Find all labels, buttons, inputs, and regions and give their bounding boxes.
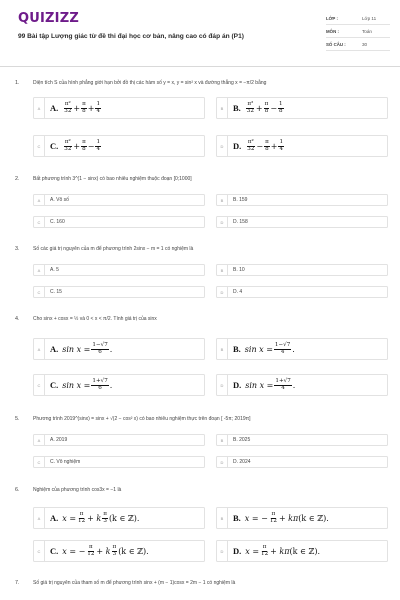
option-letter: C — [34, 217, 45, 227]
equation-lhs: x = − — [62, 546, 86, 556]
question-text: Bất phương trình 3^(1 − sinx) có bao nhiêu nghiệm thuộc đoạn [0;1000] — [33, 176, 192, 182]
numerator: π — [82, 100, 86, 107]
equation-term: + kπ — [270, 546, 290, 556]
question-text: Số giá trị nguyên của tham số m để phương trình sinx + (m − 1)cosx = 2m − 1 có nghiệm là — [33, 580, 236, 586]
fraction — [278, 102, 284, 115]
option-c[interactable] — [33, 540, 205, 562]
option-letter: D — [217, 375, 228, 395]
equation-lhs: x = − — [244, 513, 268, 523]
fraction — [63, 102, 72, 115]
document-title: 99 Bài tập Lượng giác từ đề thi đại học cơ bản, nâng cao có đáp án (P1) — [18, 33, 244, 40]
denominator: 32 — [64, 145, 72, 152]
denominator: 32 — [246, 107, 254, 114]
denominator: 8 — [264, 107, 269, 114]
fraction — [77, 512, 86, 525]
equation-lhs: sin x = — [244, 344, 273, 354]
meta-label: LỚP : — [326, 15, 338, 21]
denominator: 6 — [98, 348, 102, 355]
option-letter: C — [34, 375, 45, 395]
option-label: D. 4 — [233, 289, 243, 295]
operator: + — [270, 141, 278, 151]
numerator: 1 — [96, 100, 101, 107]
option-d[interactable] — [216, 286, 388, 298]
denominator: 12 — [87, 550, 95, 557]
document-meta — [326, 12, 390, 51]
question-number: 7. — [15, 580, 20, 586]
denominator: 8 — [265, 145, 269, 152]
fraction — [95, 140, 101, 153]
numerator: 1 — [279, 138, 284, 145]
equation-lhs: sin x = — [62, 380, 91, 390]
option-label: D. — [233, 546, 242, 556]
fraction — [274, 343, 291, 356]
equation-domain: (k ∈ ℤ). — [118, 546, 149, 556]
numerator: π — [79, 510, 84, 517]
denominator: 32 — [247, 145, 255, 152]
option-label: D. 2024 — [233, 459, 251, 465]
option-d[interactable] — [216, 135, 388, 157]
option-d[interactable] — [216, 216, 388, 228]
question-number: 6. — [15, 487, 20, 493]
meta-value: Lớp 11 — [362, 15, 377, 21]
numerator: 1+√7 — [275, 377, 291, 384]
equation-lhs: x = — [245, 546, 260, 556]
option-math — [233, 541, 320, 561]
denominator: 4 — [280, 348, 285, 355]
option-label: B. 10 — [233, 267, 245, 273]
operator: + — [73, 141, 81, 151]
equation-term: + k — [96, 546, 111, 556]
numerator: 1+√7 — [92, 377, 108, 384]
option-a[interactable] — [33, 507, 205, 529]
equation-term: + k — [87, 513, 102, 523]
option-math — [50, 339, 112, 359]
option-label: D. — [233, 141, 242, 151]
operator: + — [73, 103, 81, 113]
numerator: 1 — [96, 138, 101, 145]
equation-lhs: sin x = — [245, 380, 274, 390]
option-a[interactable] — [33, 338, 205, 360]
question-text: Diện tích S của hình phẳng giới hạn bởi đồ thị các hàm số y = x, y = sin² x và đường thẳng x = −π/2 bằng — [33, 80, 267, 86]
denominator: 12 — [78, 517, 86, 524]
option-letter: B — [217, 98, 228, 118]
period: . — [109, 344, 113, 354]
header-divider — [0, 66, 400, 67]
option-b[interactable] — [216, 264, 388, 276]
option-label: C. — [50, 546, 59, 556]
option-letter: B — [217, 339, 228, 359]
option-b[interactable] — [216, 507, 388, 529]
question-number: 5. — [15, 416, 20, 422]
denominator: 4 — [279, 145, 284, 152]
question-number: 3. — [15, 246, 20, 252]
fraction — [264, 140, 270, 153]
option-a[interactable] — [33, 194, 205, 206]
fraction — [112, 545, 118, 558]
meta-value: Toán — [362, 28, 372, 34]
numerator: π — [82, 138, 86, 145]
fraction — [278, 140, 284, 153]
option-label: C. — [50, 380, 59, 390]
meta-row-subject — [326, 25, 390, 38]
denominator: 3 — [103, 517, 107, 524]
option-label: A. 2019 — [50, 437, 68, 443]
question-text: Nghiệm của phương trình cos3x = −1 là — [33, 487, 122, 493]
option-b[interactable] — [216, 97, 388, 119]
option-math — [50, 541, 149, 561]
option-c[interactable] — [33, 456, 205, 468]
option-math — [50, 508, 139, 528]
operator: + — [255, 103, 263, 113]
option-label: C. Vô nghiệm — [50, 459, 81, 465]
equation-lhs: sin x = — [62, 344, 91, 354]
option-math — [50, 375, 112, 395]
option-label: A. — [50, 103, 59, 113]
option-letter: D — [217, 136, 228, 156]
option-math — [233, 375, 295, 395]
option-label: B. — [233, 513, 241, 523]
option-label: A. 5 — [50, 267, 59, 273]
numerator: π — [262, 543, 267, 550]
option-letter: B — [217, 435, 228, 445]
option-label: A. Vô số — [50, 197, 69, 203]
denominator: 4 — [281, 384, 285, 391]
option-c[interactable] — [33, 286, 205, 298]
denominator: 4 — [96, 107, 101, 114]
option-letter: A — [34, 508, 45, 528]
option-letter: A — [34, 98, 45, 118]
numerator: π² — [247, 138, 254, 145]
option-math — [50, 136, 102, 156]
numerator: π — [103, 510, 107, 517]
option-c[interactable] — [33, 374, 205, 396]
meta-value: 30 — [362, 41, 368, 47]
option-label: B. 2025 — [233, 437, 251, 443]
denominator: 32 — [64, 107, 72, 114]
option-b[interactable] — [216, 434, 388, 446]
denominator: 8 — [82, 145, 86, 152]
option-label: C. — [50, 141, 59, 151]
period: . — [292, 344, 295, 354]
fraction — [81, 102, 87, 115]
option-c[interactable] — [33, 135, 205, 157]
denominator: 4 — [96, 145, 101, 152]
option-letter: B — [217, 508, 228, 528]
denominator: 3 — [112, 550, 117, 557]
option-math — [233, 98, 285, 118]
option-label: C. 15 — [50, 289, 62, 295]
operator: − — [256, 141, 264, 151]
denominator: 8 — [82, 107, 86, 114]
equation-domain: (k ∈ ℤ). — [108, 513, 140, 523]
numerator: π² — [64, 138, 71, 145]
period: . — [292, 380, 296, 390]
option-letter: C — [34, 136, 45, 156]
option-d[interactable] — [216, 540, 388, 562]
equation-lhs: x = — [62, 513, 77, 523]
fraction — [91, 379, 108, 392]
option-b[interactable] — [216, 194, 388, 206]
option-letter: D — [217, 217, 228, 227]
fraction — [260, 545, 269, 558]
fraction — [246, 140, 255, 153]
option-b[interactable] — [216, 338, 388, 360]
denominator: 8 — [279, 107, 283, 114]
option-letter: C — [34, 457, 45, 467]
numerator: 1−√7 — [92, 341, 108, 348]
numerator: π² — [64, 100, 71, 107]
equation-domain: (k ∈ ℤ). — [289, 546, 320, 556]
option-label: C. 160 — [50, 219, 65, 225]
option-letter: C — [34, 541, 45, 561]
meta-row-class — [326, 12, 390, 25]
denominator: 6 — [98, 384, 102, 391]
numerator: π — [264, 100, 269, 107]
numerator: π — [89, 543, 93, 550]
option-a[interactable] — [33, 264, 205, 276]
option-label: B. — [233, 344, 241, 354]
option-letter: A — [34, 435, 45, 445]
fraction — [246, 102, 255, 115]
option-letter: B — [217, 265, 228, 275]
option-letter: D — [217, 457, 228, 467]
option-letter: A — [34, 195, 45, 205]
option-letter: B — [217, 195, 228, 205]
meta-label: MÔN : — [326, 28, 339, 34]
option-letter: D — [217, 287, 228, 297]
numerator: 1−√7 — [274, 341, 291, 348]
option-label: D. — [233, 380, 242, 390]
denominator: 12 — [261, 550, 269, 557]
fraction — [91, 343, 108, 356]
fraction — [264, 102, 270, 115]
option-label: A. — [50, 513, 59, 523]
question-number: 4. — [15, 316, 20, 322]
quizizz-logo: QUIZIZZ — [18, 11, 79, 26]
numerator: π — [265, 138, 269, 145]
period: . — [109, 380, 113, 390]
option-letter: A — [34, 339, 45, 359]
option-letter: A — [34, 265, 45, 275]
operator: + — [87, 103, 95, 113]
option-letter: D — [217, 541, 228, 561]
option-math — [50, 98, 102, 118]
option-letter: C — [34, 287, 45, 297]
question-text: Cho sinx + cosx = ½ và 0 < x < π/2. Tính giá trị của sinx — [33, 316, 157, 322]
option-c[interactable] — [33, 216, 205, 228]
question-number: 1. — [15, 80, 20, 86]
numerator: 1 — [279, 100, 283, 107]
operator: − — [270, 103, 278, 113]
fraction — [102, 512, 108, 525]
equation-term: + kπ — [278, 513, 299, 523]
option-d[interactable] — [216, 456, 388, 468]
denominator: 12 — [269, 517, 277, 524]
option-label: D. 158 — [233, 219, 248, 225]
option-math — [233, 136, 285, 156]
option-label: A. — [50, 344, 59, 354]
question-text: Phương trình 2019^(sinx) = sinx + √(2 − cos² x) có bao nhiêu nghiệm thực trên đoạn [ -5π; 2019π] — [33, 416, 251, 422]
option-math — [233, 508, 329, 528]
numerator: π — [271, 510, 276, 517]
option-label: B. — [233, 103, 241, 113]
numerator: π — [112, 543, 117, 550]
question-text: Số các giá trị nguyên của m để phương trình 2sinx − m = 1 có nghiệm là — [33, 246, 194, 252]
fraction — [81, 140, 87, 153]
fraction — [63, 140, 72, 153]
equation-domain: (k ∈ ℤ). — [298, 513, 329, 523]
meta-label: SỐ CÂU : — [326, 41, 346, 47]
numerator: π² — [247, 100, 254, 107]
option-a[interactable] — [33, 97, 205, 119]
option-math — [233, 339, 295, 359]
option-a[interactable] — [33, 434, 205, 446]
fraction — [95, 102, 101, 115]
document-header — [0, 0, 400, 62]
meta-row-count — [326, 38, 390, 51]
option-d[interactable] — [216, 374, 388, 396]
fraction — [86, 545, 95, 558]
fraction — [274, 379, 291, 392]
option-label: B. 159 — [233, 197, 248, 203]
question-number: 2. — [15, 176, 20, 182]
fraction — [269, 512, 278, 525]
operator: − — [87, 141, 95, 151]
